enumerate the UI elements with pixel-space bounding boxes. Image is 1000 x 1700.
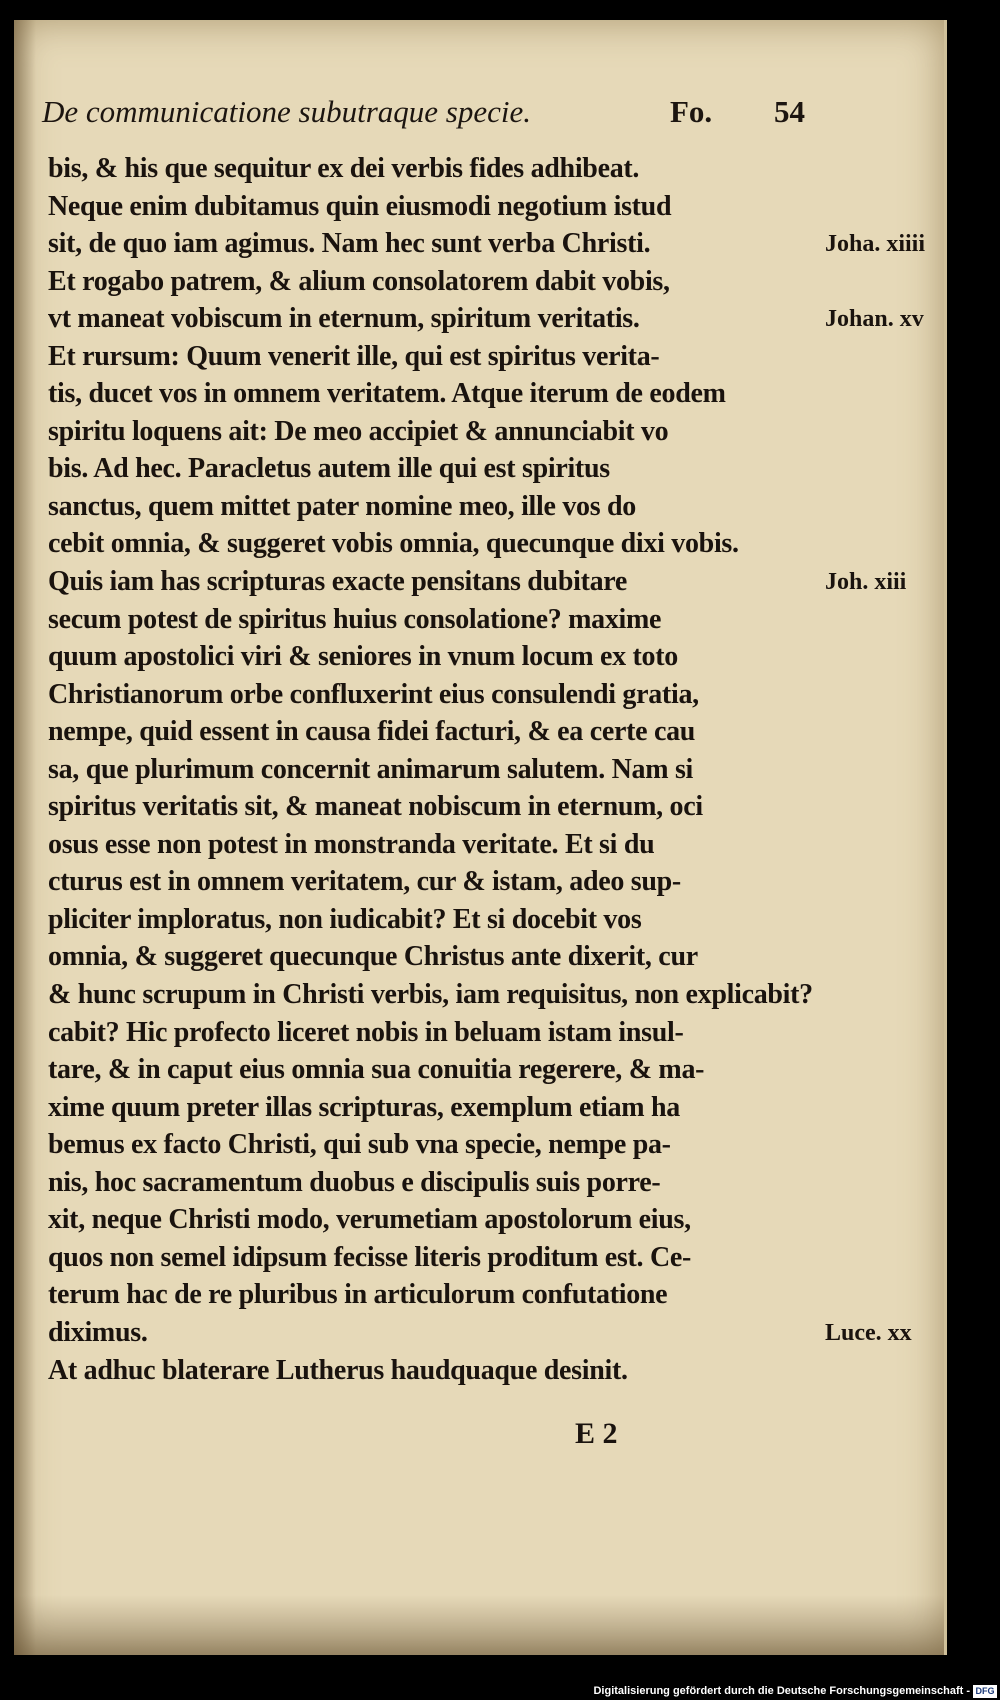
text-line: bemus ex facto Christi, qui sub vna specie, nempe pa-	[48, 1129, 671, 1161]
text-line: tare, & in caput eius omnia sua conuitia regerere, & ma-	[48, 1054, 705, 1086]
text-line: sa, que plurimum concernit animarum salutem. Nam si	[48, 753, 694, 785]
text-line: & hunc scrupum in Christi verbis, iam requisitus, non explicabit?	[48, 979, 813, 1011]
text-line: tis, ducet vos in omnem veritatem. Atque iterum de eodem	[48, 378, 726, 410]
text-line: cebit omnia, & suggeret vobis omnia, quecunque dixi vobis.	[48, 528, 739, 560]
text-line: secum potest de spiritus huius consolatione? maxime	[48, 603, 662, 635]
text-line: Et rogabo patrem, & alium consolatorem dabit vobis,	[48, 265, 670, 297]
text-line: sit, de quo iam agimus. Nam hec sunt verba Christi.	[48, 228, 651, 260]
text-line: At adhuc blaterare Lutherus haudquaque desinit.	[48, 1354, 628, 1386]
marginal-note: Luce. xx	[825, 1320, 912, 1347]
signature-mark: E 2	[575, 1417, 618, 1450]
text-line: Quis iam has scripturas exacte pensitans dubitare	[48, 566, 628, 598]
text-line: nempe, quid essent in causa fidei facturi, & ea certe cau	[48, 716, 696, 748]
text-line: bis. Ad hec. Paracletus autem ille qui est spiritus	[48, 453, 610, 485]
footer-bar	[0, 1683, 1000, 1700]
text-line: nis, hoc sacramentum duobus e discipulis suis porre-	[48, 1166, 661, 1198]
text-line: Neque enim dubitamus quin eiusmodi negotium istud	[48, 190, 672, 222]
text-line: spiritu loquens ait: De meo accipiet & annunciabit vo	[48, 415, 669, 447]
body-text	[48, 150, 828, 1389]
text-line: quum apostolici viri & seniores in vnum locum ex toto	[48, 641, 678, 673]
page-header	[42, 94, 822, 136]
text-line: bis, & his que sequitur ex dei verbis fides adhibeat.	[48, 153, 640, 184]
text-line: sanctus, quem mittet pater nomine meo, ille vos do	[48, 490, 636, 522]
text-line: diximus.	[48, 1316, 148, 1348]
gutter-shadow	[14, 20, 36, 1655]
marginal-note: Joha. xiiii	[825, 231, 926, 258]
text-line: xit, neque Christi modo, verumetiam apostolorum eius,	[48, 1204, 691, 1236]
folio-number: 54	[774, 94, 805, 129]
text-line: vt maneat vobiscum in eternum, spiritum veritatis.	[48, 303, 640, 335]
text-line: cturus est in omnem veritatem, cur & istam, adeo sup-	[48, 866, 681, 898]
text-line: quos non semel idipsum fecisse literis proditum est. Ce-	[48, 1241, 692, 1273]
folio-label: Fo.	[670, 94, 713, 129]
bottom-shadow	[14, 1595, 944, 1655]
running-title: De communicatione subutraque specie.	[42, 94, 531, 129]
marginal-note: Johan. xv	[825, 306, 924, 333]
marginal-note: Joh. xiii	[825, 569, 907, 596]
text-line: xime quum preter illas scripturas, exemplum etiam ha	[48, 1091, 680, 1123]
text-line: pliciter imploratus, non iudicabit? Et si docebit vos	[48, 903, 642, 935]
text-line: Et rursum: Quum venerit ille, qui est spiritus verita-	[48, 340, 660, 372]
text-line: terum hac de re pluribus in articulorum confutatione	[48, 1279, 668, 1311]
dfg-logo-icon: DFG	[973, 1685, 997, 1698]
text-line: omnia, & suggeret quecunque Christus ante dixerit, cur	[48, 941, 698, 973]
text-line: osus esse non potest in monstranda veritate. Et si du	[48, 828, 655, 860]
text-line: Christianorum orbe confluxerint eius consulendi gratia,	[48, 678, 699, 710]
text-line: cabit? Hic profecto liceret nobis in beluam istam insul-	[48, 1016, 684, 1048]
text-line: spiritus veritatis sit, & maneat nobiscum in eternum, oci	[48, 791, 703, 823]
dfg-credit: Digitalisierung gefördert durch die Deutsche Forschungsgemeinschaft -	[593, 1685, 970, 1697]
